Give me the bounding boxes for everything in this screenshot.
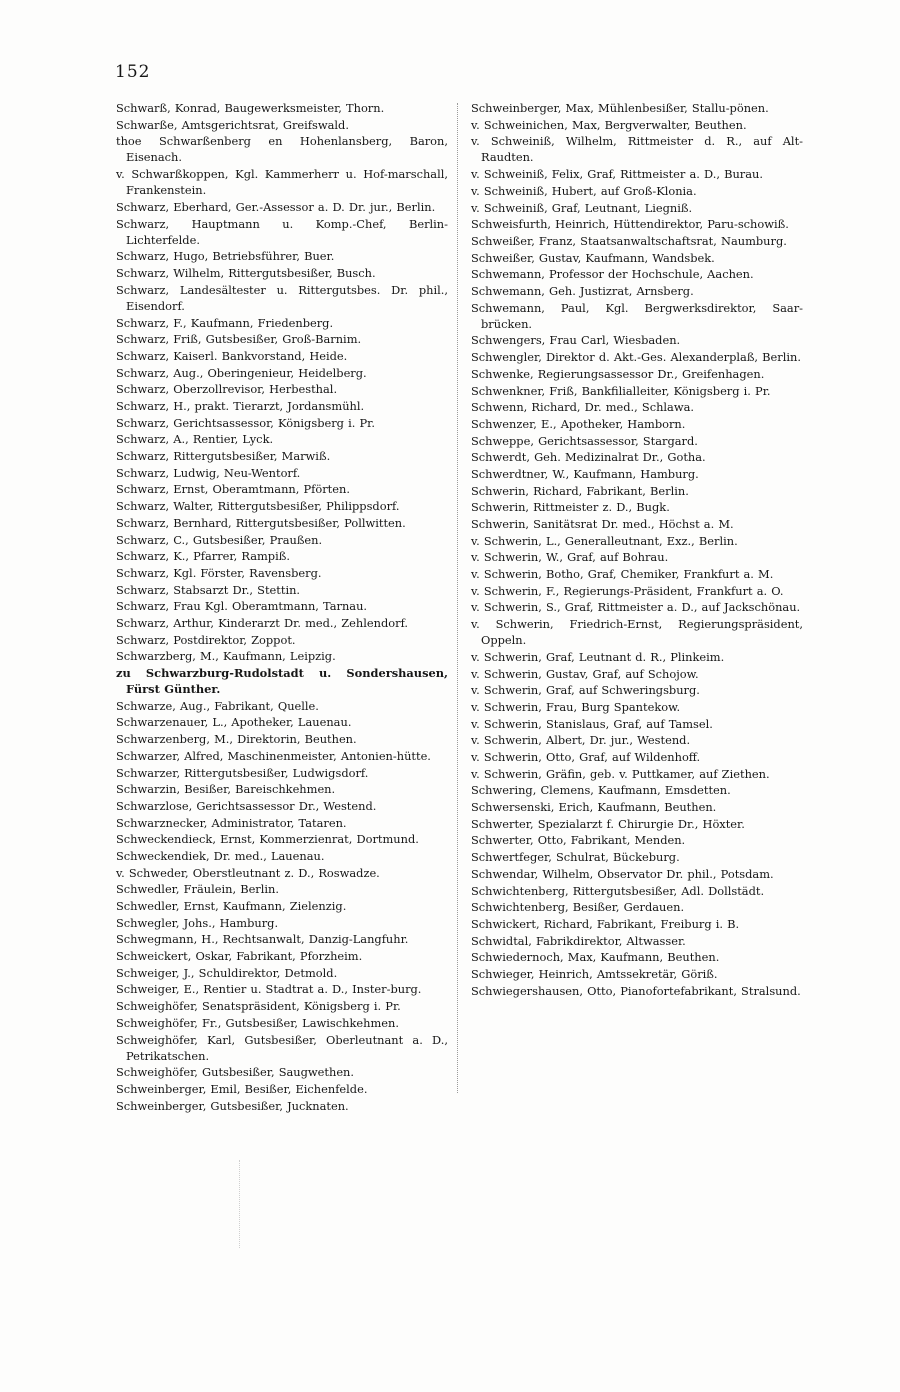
directory-entry: v. Schwerin, Otto, Graf, auf Wildenhoff. xyxy=(471,750,701,765)
scan-artifact-line xyxy=(239,1160,241,1248)
directory-entry: Schwarz, C., Gutsbesißer, Praußen. xyxy=(116,532,323,547)
directory-entry: Schwerin, Rittmeister z. D., Bugk. xyxy=(471,500,670,515)
directory-entry: Schwerin, Sanitätsrat Dr. med., Höchst a. M. xyxy=(471,517,734,531)
column-divider xyxy=(457,103,458,1093)
directory-entry: Schwarz, H., prakt. Tierarzt, Jordansmühl. xyxy=(116,399,365,413)
directory-entry: Schwarzer, Alfred, Maschinenmeister, Antonien-hütte. xyxy=(116,748,431,763)
directory-entry: v. Schwerin, Stanislaus, Graf, auf Tamsel. xyxy=(471,716,713,731)
directory-entry: Schwarzenberg, M., Direktorin, Beuthen. xyxy=(116,732,357,747)
directory-entry: Schweinberger, Emil, Besißer, Eichenfelde. xyxy=(116,1082,368,1096)
directory-entry: Schwerter, Otto, Fabrikant, Menden. xyxy=(471,833,686,848)
directory-entry: Schweckendieck, Ernst, Kommerzienrat, Dortmund. xyxy=(116,832,419,847)
directory-entry: Schweiger, J., Schuldirektor, Detmold. xyxy=(116,965,338,980)
directory-entry: Schweisfurth, Heinrich, Hüttendirektor, Paru-schowiß. xyxy=(471,217,789,232)
directory-entry: Schwarß, Konrad, Baugewerksmeister, Thorn. xyxy=(116,101,385,115)
directory-entry: Schwarz, Kaiserl. Bankvorstand, Heide. xyxy=(116,348,348,363)
directory-entry: Schwenn, Richard, Dr. med., Schlawa. xyxy=(471,400,695,415)
directory-entry: Schwarz, A., Rentier, Lyck. xyxy=(116,432,274,447)
directory-entry: Schwarz, Gerichtsassessor, Königsberg i. Pr. xyxy=(116,415,375,430)
directory-entry: Schwarz, Rittergutsbesißer, Marwiß. xyxy=(116,449,331,464)
directory-entry: Schwarße, Amtsgerichtsrat, Greifswald. xyxy=(116,117,349,132)
directory-entry: Schwarzenauer, L., Apotheker, Lauenau. xyxy=(116,715,352,730)
directory-entry: Schwengers, Frau Carl, Wiesbaden. xyxy=(471,333,681,348)
directory-entry: Schwarz, Wilhelm, Rittergutsbesißer, Busch. xyxy=(116,266,376,281)
directory-entry: v. Schwerin, Albert, Dr. jur., Westend. xyxy=(471,733,691,748)
directory-entry: v. Schwerin, W., Graf, auf Bohrau. xyxy=(471,550,669,565)
directory-entry: Schwickert, Richard, Fabrikant, Freiburg i. B. xyxy=(471,916,740,931)
directory-entry: Schwersenski, Erich, Kaufmann, Beuthen. xyxy=(471,800,717,815)
directory-entry: Schweckendiek, Dr. med., Lauenau. xyxy=(116,848,325,863)
directory-entry: Schwarz, K., Pfarrer, Rampiß. xyxy=(116,549,290,564)
directory-entry: v. Schwerin, Botho, Graf, Chemiker, Frankfurt a. M. xyxy=(471,567,774,582)
directory-entry: Schwarz, Aug., Oberingenieur, Heidelberg. xyxy=(116,365,367,380)
directory-entry: Schwarz, Ludwig, Neu-Wentorf. xyxy=(116,465,301,480)
directory-entry: Schweppe, Gerichtsassessor, Stargard. xyxy=(471,433,698,448)
directory-entry: zu Schwarzburg-Rudolstadt u. Sondershausen, Fürst Günther. xyxy=(116,666,448,697)
directory-entry: v. Schwerin, F., Regierungs-Präsident, Frankfurt a. O. xyxy=(471,583,784,598)
directory-entry: v. Schwerin, Frau, Burg Spantekow. xyxy=(471,699,681,714)
directory-entry: Schweinberger, Max, Mühlenbesißer, Stallu-pönen. xyxy=(471,101,769,115)
directory-entry: Schwerin, Richard, Fabrikant, Berlin. xyxy=(471,483,689,498)
directory-entry: v. Schwerin, Graf, auf Schweringsburg. xyxy=(471,683,700,698)
directory-entry: Schwerdtner, W., Kaufmann, Hamburg. xyxy=(471,466,699,481)
directory-entry: v. Schwarßkoppen, Kgl. Kammerherr u. Hof-marschall, Frankenstein. xyxy=(116,167,448,198)
directory-entry: v. Schweiniß, Felix, Graf, Rittmeister a. D., Burau. xyxy=(471,167,763,182)
directory-entry: Schwarznecker, Administrator, Tataren. xyxy=(116,815,347,830)
directory-entry: v. Schweiniß, Graf, Leutnant, Liegniß. xyxy=(471,200,693,215)
directory-entry: Schwering, Clemens, Kaufmann, Emsdetten. xyxy=(471,783,731,798)
directory-entry: Schweickert, Oskar, Fabrikant, Pforzheim. xyxy=(116,949,363,964)
directory-entry: Schweiger, E., Rentier u. Stadtrat a. D., Inster-burg. xyxy=(116,982,422,997)
directory-entry: v. Schwerin, Graf, Leutnant d. R., Plinkeim. xyxy=(471,649,725,664)
directory-entry: Schwedler, Ernst, Kaufmann, Zielenzig. xyxy=(116,899,347,914)
directory-entry: Schwarz, Walter, Rittergutsbesißer, Philippsdorf. xyxy=(116,499,400,514)
directory-entry: Schwiedernoch, Max, Kaufmann, Beuthen. xyxy=(471,950,720,965)
directory-entry: Schwarz, Ernst, Oberamtmann, Pförten. xyxy=(116,482,350,497)
directory-entry: v. Schwerin, Gustav, Graf, auf Schojow. xyxy=(471,666,699,681)
directory-entry: Schwarz, Stabsarzt Dr., Stettin. xyxy=(116,582,301,597)
directory-entry: Schwengler, Direktor d. Akt.-Ges. Alexanderplaß, Berlin. xyxy=(471,350,801,365)
directory-entry: v. Schwerin, Gräfin, geb. v. Puttkamer, auf Ziethen. xyxy=(471,766,770,781)
directory-entry: Schwarz, Bernhard, Rittergutsbesißer, Pollwitten. xyxy=(116,515,406,530)
directory-entry: Schwarz, Landesältester u. Rittergutsbes. Dr. phil., Eisendorf. xyxy=(116,282,448,313)
directory-entry: Schweighöfer, Karl, Gutsbesißer, Oberleutnant a. D., Petrikatschen. xyxy=(116,1032,448,1063)
directory-entry: thoe Schwarßenberg en Hohenlansberg, Baron, Eisenach. xyxy=(116,134,448,165)
directory-entry: v. Schweinichen, Max, Bergverwalter, Beuthen. xyxy=(471,117,747,132)
left-column xyxy=(116,100,448,1114)
directory-entry: Schwarze, Aug., Fabrikant, Quelle. xyxy=(116,698,319,713)
directory-entry: Schweighöfer, Fr., Gutsbesißer, Lawischkehmen. xyxy=(116,1015,399,1030)
directory-entry: Schwarzin, Besißer, Bareischkehmen. xyxy=(116,782,336,797)
directory-entry: Schwichtenberg, Besißer, Gerdauen. xyxy=(471,900,685,915)
directory-entry: Schwiegershausen, Otto, Pianofortefabrikant, Stralsund. xyxy=(471,983,801,998)
directory-entry: Schwenzer, E., Apotheker, Hamborn. xyxy=(471,416,686,431)
directory-entry: Schwarz, Friß, Gutsbesißer, Groß-Barnim. xyxy=(116,332,362,347)
directory-entry: Schwarzlose, Gerichtsassessor Dr., Westend. xyxy=(116,798,377,813)
directory-entry: Schwegler, Johs., Hamburg. xyxy=(116,915,279,930)
directory-entry: Schwieger, Heinrich, Amtssekretär, Göriß. xyxy=(471,966,718,981)
directory-entry: Schwerter, Spezialarzt f. Chirurgie Dr., Höxter. xyxy=(471,816,745,831)
directory-entry: Schwarz, Oberzollrevisor, Herbesthal. xyxy=(116,382,338,397)
directory-entry: Schwegmann, H., Rechtsanwalt, Danzig-Langfuhr. xyxy=(116,932,409,947)
directory-entry: Schwemann, Geh. Justizrat, Arnsberg. xyxy=(471,283,694,298)
directory-entry: v. Schwerin, L., Generalleutnant, Exz., Berlin. xyxy=(471,533,738,548)
directory-entry: v. Schwerin, S., Graf, Rittmeister a. D., auf Jackschönau. xyxy=(471,600,801,615)
directory-entry: Schwerdt, Geh. Medizinalrat Dr., Gotha. xyxy=(471,450,706,465)
directory-entry: Schwarzberg, M., Kaufmann, Leipzig. xyxy=(116,649,336,664)
directory-entry: Schwemann, Paul, Kgl. Bergwerksdirektor, Saar-brücken. xyxy=(471,300,803,331)
directory-entry: v. Schweiniß, Wilhelm, Rittmeister d. R., auf Alt-Raudten. xyxy=(471,134,803,165)
directory-entry: Schwedler, Fräulein, Berlin. xyxy=(116,882,279,897)
directory-entry: Schweißer, Gustav, Kaufmann, Wandsbek. xyxy=(471,250,715,265)
directory-entry: Schwarzer, Rittergutsbesißer, Ludwigsdorf. xyxy=(116,765,369,780)
page-number: 152 xyxy=(115,62,151,82)
directory-entry: Schwarz, Kgl. Förster, Ravensberg. xyxy=(116,565,322,580)
directory-entry: Schweißer, Franz, Staatsanwaltschaftsrat, Naumburg. xyxy=(471,233,787,248)
right-column xyxy=(471,100,803,999)
directory-entry: Schwidtal, Fabrikdirektor, Altwasser. xyxy=(471,933,686,948)
directory-entry: Schwenke, Regierungsassessor Dr., Greifenhagen. xyxy=(471,366,765,381)
directory-entry: Schwarz, Hauptmann u. Komp.-Chef, Berlin-Lichterfelde. xyxy=(116,216,448,247)
directory-entry: v. Schweder, Oberstleutnant z. D., Roswadze. xyxy=(116,865,380,880)
directory-entry: Schwarz, F., Kaufmann, Friedenberg. xyxy=(116,315,334,330)
directory-entry: Schwichtenberg, Rittergutsbesißer, Adl. Dollstädt. xyxy=(471,883,765,898)
directory-entry: Schwenkner, Friß, Bankfilialleiter, Königsberg i. Pr. xyxy=(471,383,771,398)
directory-entry: Schwarz, Postdirektor, Zoppot. xyxy=(116,632,296,647)
directory-entry: Schwarz, Hugo, Betriebsführer, Buer. xyxy=(116,249,335,264)
directory-entry: Schweighöfer, Senatspräsident, Königsberg i. Pr. xyxy=(116,999,401,1014)
directory-entry: v. Schwerin, Friedrich-Ernst, Regierungspräsident, Oppeln. xyxy=(471,617,803,648)
directory-entry: Schwemann, Professor der Hochschule, Aachen. xyxy=(471,267,754,282)
directory-entry: Schwarz, Eberhard, Ger.-Assessor a. D. Dr. jur., Berlin. xyxy=(116,199,436,214)
directory-entry: Schwertfeger, Schulrat, Bückeburg. xyxy=(471,850,680,865)
directory-entry: Schwendar, Wilhelm, Observator Dr. phil., Potsdam. xyxy=(471,866,774,881)
directory-entry: Schweinberger, Gutsbesißer, Jucknaten. xyxy=(116,1098,349,1113)
directory-entry: Schwarz, Arthur, Kinderarzt Dr. med., Zehlendorf. xyxy=(116,615,409,630)
directory-entry: Schweighöfer, Gutsbesißer, Saugwethen. xyxy=(116,1065,355,1080)
directory-entry: v. Schweiniß, Hubert, auf Groß-Klonia. xyxy=(471,183,697,198)
directory-entry: Schwarz, Frau Kgl. Oberamtmann, Tarnau. xyxy=(116,599,368,614)
